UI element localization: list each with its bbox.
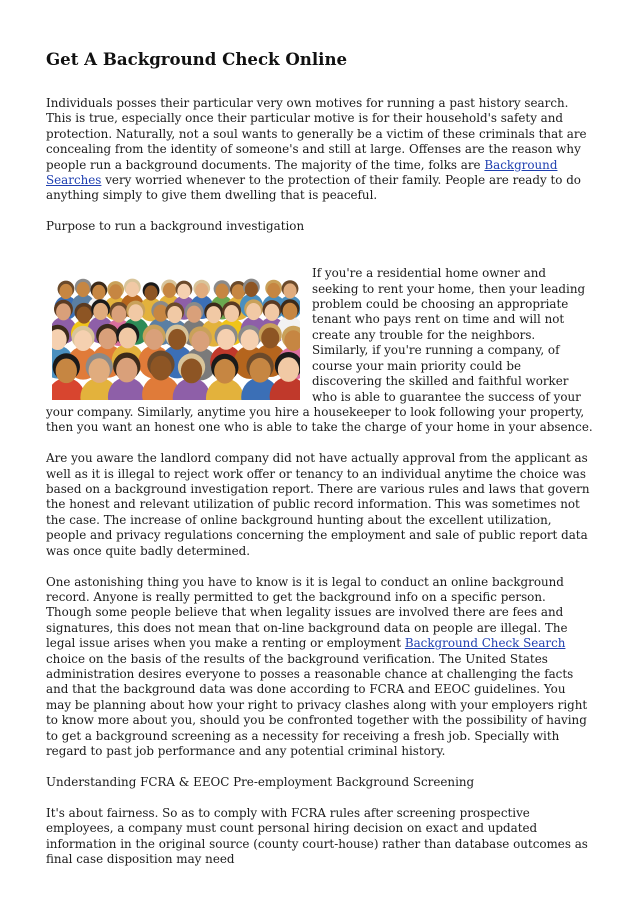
person-face xyxy=(187,306,202,323)
person-face xyxy=(150,356,171,381)
person-face xyxy=(206,306,221,323)
person-face xyxy=(74,330,92,351)
person-face xyxy=(163,283,176,298)
document-page xyxy=(46,48,594,883)
person-face xyxy=(245,282,258,297)
background-searches-link[interactable]: Background Searches xyxy=(46,157,558,188)
person-face xyxy=(145,329,163,350)
paragraph-intro-text-a: Individuals posses their particular very own motives for running a past history search. This is true, especially once their particular motive is for their household's safety and protection. Naturally, not a soul wants to generally be a victim of these criminals that are concealing from the identity of someone's and still at large. Offenses are the reason why people run a background documents. The majority of the time, folks are xyxy=(46,96,587,172)
person-face xyxy=(283,303,298,320)
subheading-purpose: Purpose to run a background investigation xyxy=(46,219,305,234)
person-face xyxy=(217,329,235,350)
person-face xyxy=(59,284,72,299)
person-face xyxy=(177,284,190,299)
paragraph-purpose: If you're a residential home owner and seeking to rent your home, then your leading problem could be choosing an appropriate tenant who pays rent on time and will not create any trouble for the neighbors. Similarly, if you're running a company, of course your main priority could be discovering the skilled and faithful worker who is able to guarantee the success of your your company. Similarly, anytime you hire a housekeeper to look following your property, then you want an honest one who is able to take the charge of your home in your absence. xyxy=(46,266,593,435)
person-face xyxy=(195,283,208,298)
person-face xyxy=(126,282,139,297)
paragraph-intro-text-b: very worried whenever to the protection of their family. People are ready to do anything simply to give them dwelling that is peaceful. xyxy=(46,173,581,203)
person-face xyxy=(167,306,182,323)
paragraph-intro xyxy=(46,96,594,204)
person-face xyxy=(144,286,157,301)
person-face xyxy=(214,359,235,384)
person-face xyxy=(265,304,280,321)
page-title: Get A Background Check Online xyxy=(46,49,348,69)
paragraph-legal-text-a: One astonishing thing you have to know is it is legal to conduct an online background record. Anyone is really permitted to get the background info on a specific person. Though some people believe that when legality issues are involved there are fees and signatures, this does not mean that on-line background data on people are illegal. The legal issue arises when you make a renting or employment xyxy=(46,574,568,651)
person-face xyxy=(99,329,117,350)
person-face xyxy=(111,306,126,323)
person-face xyxy=(267,283,280,298)
person-face xyxy=(181,359,202,384)
person-face xyxy=(92,285,105,300)
person-face xyxy=(283,284,296,299)
person-face xyxy=(119,328,137,349)
person-face xyxy=(77,307,92,324)
subheading-fcra: Understanding FCRA & EEOC Pre-employment Background Screening xyxy=(46,774,475,789)
person-face xyxy=(232,284,245,299)
person-face xyxy=(246,303,261,320)
person-face xyxy=(56,304,71,321)
person-face xyxy=(77,282,90,297)
image-text-block xyxy=(46,250,594,435)
person-face xyxy=(278,357,299,382)
paragraph-landlord: Are you aware the landlord company did not have actually approval from the applicant as well as it is illegal to reject work offer or tenancy to an individual anytime the choice was based on a background investigation report. There are various rules and laws that govern the honest and relevant utilization of public record information. This was sometimes not the case. The increase of online background hunting about the excellent utilization, people and privacy regulations concerning the employment and sale of public report data was once quite badly determined. xyxy=(46,451,590,558)
paragraph-fairness: It's about fairness. So as to comply with FCRA rules after screening prospective employees, a company must count personal hiring decision on exact and updated information in the original source (county court-house) rather than database outcomes as final case disposition may need xyxy=(46,805,588,867)
person-face xyxy=(224,305,239,322)
person-face xyxy=(249,358,270,383)
person-face xyxy=(93,303,108,320)
person-face xyxy=(56,359,77,384)
person-face xyxy=(215,284,228,299)
background-check-search-link[interactable]: Background Check Search xyxy=(404,636,566,651)
paragraph-legal xyxy=(46,575,594,760)
person-face xyxy=(116,358,137,383)
person-face xyxy=(241,330,259,351)
person-face xyxy=(128,304,143,321)
person-face xyxy=(191,331,209,352)
person-face xyxy=(89,358,110,383)
person-face xyxy=(109,285,122,300)
group-people-photo xyxy=(52,260,300,400)
person-face xyxy=(168,329,186,350)
person-face xyxy=(261,328,279,349)
paragraph-legal-text-b: choice on the basis of the results of the background verification. The United States administration desires everyone to posses a reasonable chance at challenging the facts and that the background data was done according to FCRA and EEOC guidelines. You may be planning about how your right to privacy clashes along with your employers right to know more about you, should you be confronted together with the possibility of having to get a background screening as a necessity for receiving a fresh job. Specially with regard to past job performance and any potential criminal history. xyxy=(46,651,588,759)
